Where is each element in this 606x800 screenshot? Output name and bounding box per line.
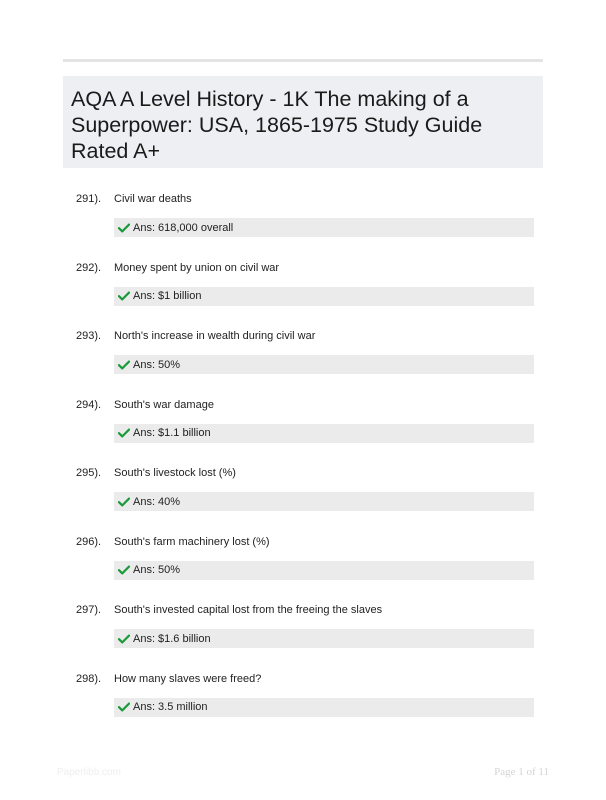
checkmark-icon xyxy=(118,634,130,644)
answer-text: 3.5 million xyxy=(158,701,208,713)
question-number: 294). xyxy=(76,398,102,411)
question-text: How many slaves were freed? xyxy=(114,672,262,685)
question-item xyxy=(0,394,606,463)
answer-prefix: Ans: xyxy=(133,290,156,302)
question-list xyxy=(0,188,606,736)
answer-text: $1.6 billion xyxy=(158,632,211,645)
answer-prefix: Ans: xyxy=(133,564,156,576)
question-text: Civil war deaths xyxy=(114,193,192,205)
answer-box xyxy=(114,629,534,648)
question-item xyxy=(0,188,606,257)
answer-box xyxy=(114,492,534,511)
question-text: North's increase in wealth during civil war xyxy=(114,330,316,342)
answer-prefix: Ans: xyxy=(133,632,156,645)
answer-prefix: Ans: xyxy=(133,495,156,508)
answer-box xyxy=(114,561,534,580)
answer-text: 50% xyxy=(158,358,181,371)
checkmark-icon xyxy=(118,360,130,370)
answer-box xyxy=(114,287,534,306)
question-number: 295). xyxy=(76,467,102,479)
top-divider xyxy=(63,59,543,62)
question-number: 292). xyxy=(76,261,102,274)
checkmark-icon xyxy=(118,291,130,301)
answer-box xyxy=(114,218,534,237)
question-number: 298). xyxy=(76,672,102,685)
answer-prefix: Ans: xyxy=(133,358,156,371)
title-banner xyxy=(63,76,543,168)
answer-box xyxy=(114,424,534,443)
question-text: South's invested capital lost from the freeing the slaves xyxy=(114,604,383,616)
question-item xyxy=(0,668,606,737)
question-text: Money spent by union on civil war xyxy=(114,261,280,274)
answer-text: $1.1 billion xyxy=(158,427,211,439)
checkmark-icon xyxy=(118,497,130,507)
question-number: 293). xyxy=(76,330,102,342)
answer-box xyxy=(114,355,534,374)
page-indicator: Page 1 of 11 xyxy=(494,766,549,778)
checkmark-icon xyxy=(118,565,130,575)
question-text: South's war damage xyxy=(114,398,214,411)
answer-text: 50% xyxy=(158,564,181,576)
question-item xyxy=(0,531,606,600)
question-item xyxy=(0,599,606,668)
answer-prefix: Ans: xyxy=(133,221,156,234)
answer-prefix: Ans: xyxy=(133,701,156,713)
question-number: 291). xyxy=(76,193,102,205)
checkmark-icon xyxy=(118,223,130,233)
question-item xyxy=(0,257,606,326)
answer-box xyxy=(114,698,534,717)
question-number: 297). xyxy=(76,604,102,616)
document-title: AQA A Level History - 1K The making of a Superpower: USA, 1865-1975 Study Guide Rated A+ xyxy=(71,87,483,163)
question-item xyxy=(0,462,606,531)
question-number: 296). xyxy=(76,535,102,548)
question-text: South's livestock lost (%) xyxy=(114,467,236,479)
answer-text: 618,000 overall xyxy=(158,221,234,234)
answer-prefix: Ans: xyxy=(133,427,156,439)
question-text: South's farm machinery lost (%) xyxy=(114,535,270,548)
answer-text: $1 billion xyxy=(158,290,202,302)
answer-text: 40% xyxy=(158,495,181,508)
checkmark-icon xyxy=(118,428,130,438)
checkmark-icon xyxy=(118,702,130,712)
footer-watermark: Paperlibb.com xyxy=(57,767,121,778)
question-item xyxy=(0,325,606,394)
